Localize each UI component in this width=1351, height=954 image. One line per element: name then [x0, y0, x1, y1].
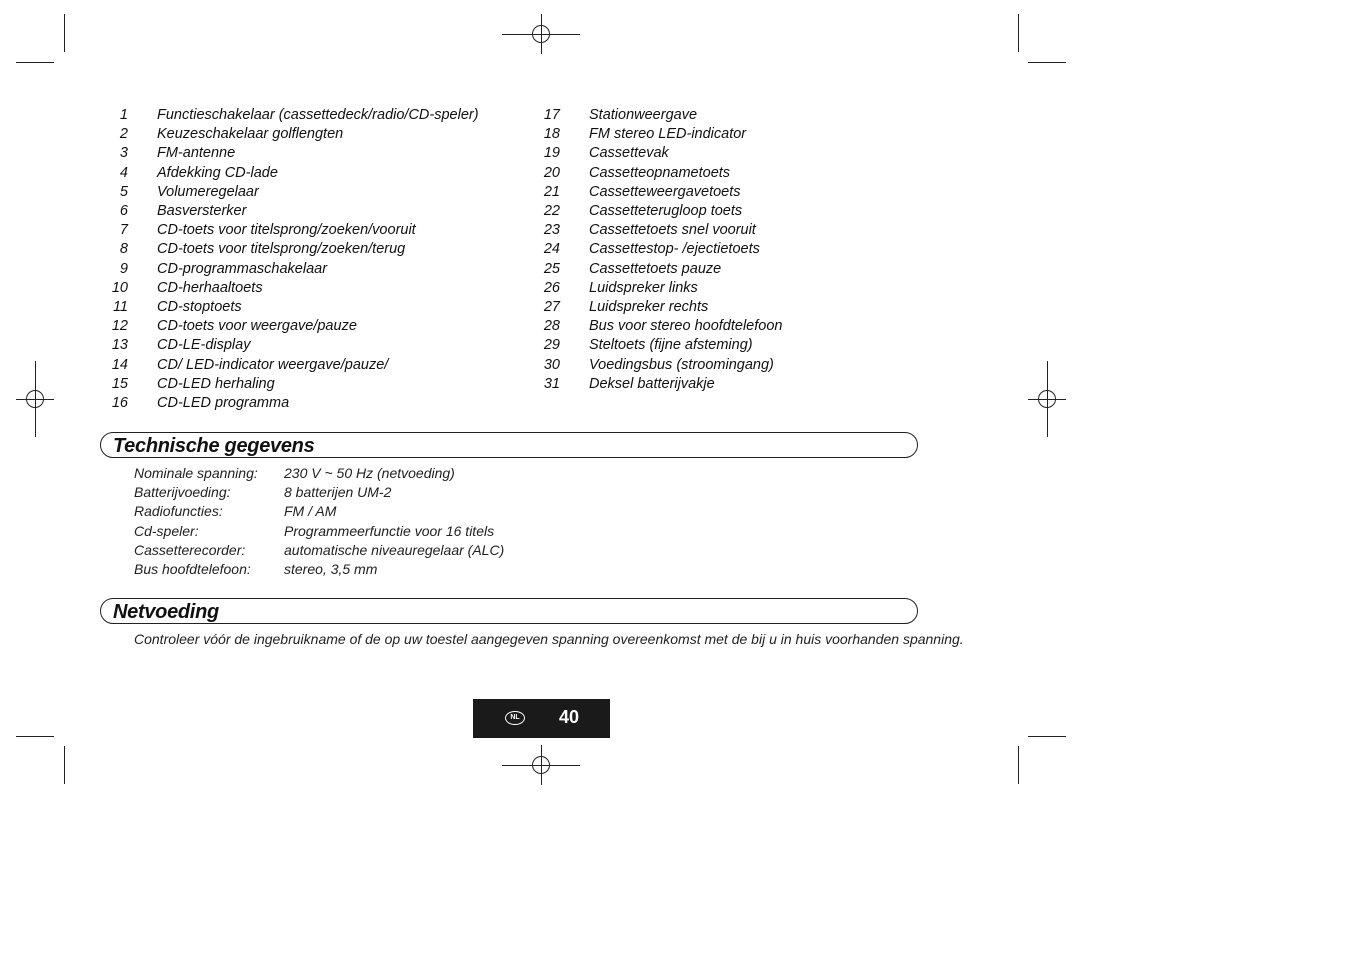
item-number: 26: [543, 279, 560, 296]
item-number: 6: [119, 203, 128, 219]
item-label: CD/ LED-indicator weergave/pauze/: [157, 356, 389, 373]
section-title: Technische gegevens: [113, 435, 315, 457]
spec-value: 230 V ~ 50 Hz (netvoeding): [284, 465, 455, 481]
crop-mark: [64, 746, 65, 784]
section-title: Netvoeding: [113, 601, 219, 623]
item-number: 7: [119, 222, 128, 239]
item-number: 21: [543, 183, 560, 200]
item-label: Deksel batterijvakje: [589, 375, 715, 392]
item-number: 13: [111, 337, 128, 354]
item-label: Functieschakelaar (cassettedeck/radio/CD-speler): [157, 107, 479, 123]
item-number: 22: [543, 203, 560, 219]
registration-mark-icon: [1038, 390, 1056, 408]
item-label: Luidspreker rechts: [589, 299, 709, 315]
item-number: 11: [112, 299, 128, 315]
spec-value: stereo, 3,5 mm: [284, 561, 378, 577]
item-number: 27: [543, 299, 560, 315]
item-label: CD-herhaaltoets: [157, 279, 263, 296]
item-number: 19: [543, 145, 560, 162]
registration-mark-icon: [532, 25, 550, 43]
item-label: Voedingsbus (stroomingang): [589, 356, 774, 373]
item-number: 4: [119, 164, 128, 181]
item-number: 25: [543, 260, 560, 277]
item-label: Afdekking CD-lade: [157, 164, 278, 181]
item-number: 2: [119, 126, 128, 143]
item-number: 12: [111, 318, 128, 335]
item-number: 15: [111, 375, 128, 392]
registration-mark-icon: [26, 390, 44, 408]
item-label: Cassetteterugloop toets: [589, 203, 743, 219]
item-label: Volumeregelaar: [157, 183, 259, 200]
item-label: CD-stoptoets: [157, 299, 242, 315]
item-number: 17: [543, 107, 560, 123]
item-label: Cassetteweergavetoets: [589, 183, 741, 200]
item-label: Steltoets (fijne afsteming): [589, 337, 753, 354]
registration-mark-icon: [532, 756, 550, 774]
item-number: 9: [119, 260, 128, 277]
item-number: 16: [111, 395, 128, 411]
page-number: 40: [559, 707, 580, 727]
item-number: 18: [543, 126, 560, 143]
language-badge: NL: [505, 711, 525, 725]
item-number: 23: [543, 222, 560, 239]
crop-mark: [1028, 736, 1066, 737]
item-number: 29: [543, 337, 560, 354]
item-label: Cassetteopnametoets: [589, 164, 731, 181]
item-label: Cassettevak: [589, 145, 669, 162]
crop-mark: [1028, 62, 1066, 63]
crop-mark: [1018, 746, 1019, 784]
power-note: Controleer vóór de ingebruikname of de op uw toestel aangegeven spanning overeenkomst met de bij u in huis voorhanden spanning.: [134, 631, 964, 647]
item-number: 31: [543, 375, 560, 392]
item-number: 10: [111, 279, 128, 296]
item-label: Luidspreker links: [589, 279, 698, 296]
item-number: 5: [119, 183, 128, 200]
item-number: 24: [543, 241, 560, 258]
crop-mark: [1018, 14, 1019, 52]
item-number: 1: [119, 107, 128, 123]
item-label: Keuzeschakelaar golflengten: [157, 126, 344, 143]
item-number: 14: [111, 356, 128, 373]
spec-key: Nominale spanning:: [134, 465, 258, 481]
spec-key: Cd-speler:: [134, 522, 199, 539]
item-number: 3: [119, 145, 128, 162]
item-number: 28: [543, 318, 560, 335]
item-label: CD-LE-display: [157, 337, 251, 354]
spec-value: Programmeerfunctie voor 16 titels: [284, 522, 495, 539]
spec-value: 8 batterijen UM-2: [284, 484, 392, 501]
item-number: 30: [543, 356, 560, 373]
page-number-box: [473, 699, 610, 738]
section-header-technical: [100, 432, 918, 458]
item-label: CD-toets voor titelsprong/zoeken/vooruit: [157, 222, 416, 239]
item-label: CD-LED programma: [157, 395, 290, 411]
spec-value: FM / AM: [284, 503, 337, 520]
item-label: Stationweergave: [589, 107, 698, 123]
item-label: Basversterker: [157, 203, 247, 219]
item-label: Bus voor stereo hoofdtelefoon: [589, 318, 783, 335]
spec-value: automatische niveauregelaar (ALC): [284, 541, 505, 558]
item-label: FM-antenne: [157, 145, 236, 162]
spec-key: Cassetterecorder:: [134, 541, 246, 558]
item-label: Cassettestop- /ejectietoets: [589, 241, 760, 258]
item-label: Cassettetoets snel vooruit: [589, 222, 756, 239]
item-label: Cassettetoets pauze: [589, 260, 722, 277]
item-number: 20: [543, 164, 560, 181]
item-number: 8: [119, 241, 128, 258]
section-header-power: [100, 598, 918, 624]
crop-mark: [16, 62, 54, 63]
item-label: CD-programmaschakelaar: [157, 260, 328, 277]
item-label: CD-toets voor weergave/pauze: [157, 318, 357, 335]
spec-key: Bus hoofdtelefoon:: [134, 561, 251, 577]
spec-key: Batterijvoeding:: [134, 484, 231, 501]
item-label: CD-toets voor titelsprong/zoeken/terug: [157, 241, 406, 258]
crop-mark: [16, 736, 54, 737]
item-label: CD-LED herhaling: [157, 375, 275, 392]
crop-mark: [64, 14, 65, 52]
item-label: FM stereo LED-indicator: [589, 126, 747, 143]
spec-key: Radiofuncties:: [134, 503, 223, 520]
